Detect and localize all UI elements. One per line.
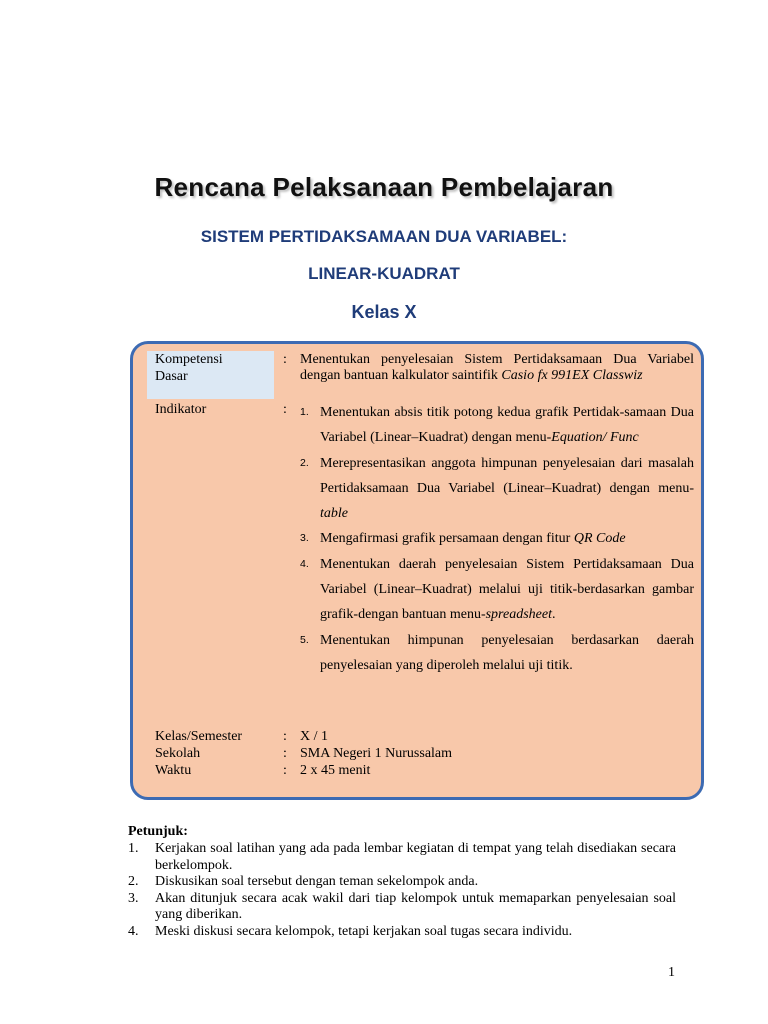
indikator-label: Indikator (155, 402, 207, 417)
indikator-text: Menentukan absis titik potong kedua grafik Pertidak-samaan Dua Variabel (Linear–Kuadrat) dengan menu- (320, 405, 694, 446)
kd-value-italic: Casio fx 991EX Classwiz (501, 368, 643, 383)
kd-value (300, 352, 694, 384)
indikator-item (300, 526, 694, 551)
petunjuk-number: 2. (128, 874, 139, 889)
petunjuk-title: Petunjuk: (128, 824, 188, 839)
indikator-number: 4. (300, 557, 309, 570)
sekolah-colon: : (283, 746, 287, 761)
kd-colon: : (283, 352, 287, 367)
kd-label-line1: Kompetensi (155, 352, 223, 367)
kelas-value: X / 1 (300, 729, 328, 744)
indikator-number: 1. (300, 406, 309, 418)
indikator-text: Menentukan daerah penyelesaian Sistem Pertidaksamaan Dua Variabel (Linear–Kuadrat) melalui uji titik-berdasarkan gambar grafik-dengan bantuan menu- (320, 556, 694, 623)
petunjuk-item (128, 874, 676, 891)
kelas-colon: : (283, 729, 287, 744)
indikator-list (300, 400, 694, 678)
petunjuk-number: 4. (128, 923, 139, 939)
document-title: Rencana Pelaksanaan Pembelajaran (154, 172, 614, 202)
indikator-item (300, 628, 694, 679)
waktu-value: 2 x 45 menit (300, 763, 371, 778)
kelas-label: Kelas/Semester (155, 729, 243, 744)
indikator-text: Mengafirmasi grafik persamaan dengan fitur (320, 531, 574, 547)
indikator-item (300, 552, 694, 628)
sekolah-value: SMA Negeri 1 Nurussalam (300, 746, 453, 761)
indikator-item (300, 451, 694, 527)
petunjuk-item (128, 924, 676, 941)
indikator-italic: spreadsheet (485, 607, 552, 623)
petunjuk-text: Kerjakan soal latihan yang ada pada lembar kegiatan di tempat yang telah disediakan secara berkelompok. (155, 841, 676, 873)
petunjuk-text: Diskusikan soal tersebut dengan teman sekelompok anda. (155, 874, 479, 889)
subtitle-topic: SISTEM PERTIDAKSAMAAN DUA VARIABEL: (200, 227, 568, 246)
indikator-colon: : (283, 402, 287, 417)
waktu-colon: : (283, 763, 287, 778)
petunjuk-text: Akan ditunjuk secara acak wakil dari tiap kelompok untuk memaparkan penyelesaian soal yang diberikan. (155, 890, 676, 922)
petunjuk-item (128, 891, 676, 924)
page-number: 1 (668, 965, 675, 980)
kd-value-text: Menentukan penyelesaian Sistem Pertidaksamaan Dua Variabel dengan bantuan kalkulator saintifik (300, 352, 694, 383)
sekolah-label: Sekolah (155, 746, 201, 761)
waktu-label: Waktu (155, 763, 192, 778)
indikator-italic: table (320, 506, 348, 522)
petunjuk-text: Meski diskusi secara kelompok, tetapi kerjakan soal tugas secara individu. (155, 923, 573, 939)
kd-label-line2: Dasar (155, 369, 188, 384)
indikator-number: 5. (300, 633, 309, 646)
petunjuk-item (128, 841, 676, 874)
indikator-text: Menentukan himpunan penyelesaian berdasarkan daerah penyelesaian yang diperoleh melalui uji titik. (320, 632, 694, 673)
indikator-italic: QR Code (573, 531, 626, 547)
petunjuk-number: 3. (128, 890, 139, 906)
indikator-text: Merepresentasikan anggota himpunan penyelesaian dari masalah Pertidaksamaan Dua Variabel (Linear–Kuadrat) dengan menu- (320, 455, 694, 496)
subtitle-subtopic: LINEAR-KUADRAT (308, 264, 460, 283)
indikator-italic: Equation/ Func (551, 430, 639, 446)
subtitle-class: Kelas X (351, 302, 417, 322)
indikator-suffix: . (551, 607, 556, 623)
petunjuk-number: 1. (128, 841, 139, 856)
petunjuk-list (128, 841, 676, 940)
indikator-number: 2. (300, 456, 309, 469)
indikator-item (300, 400, 694, 451)
indikator-number: 3. (300, 532, 309, 545)
